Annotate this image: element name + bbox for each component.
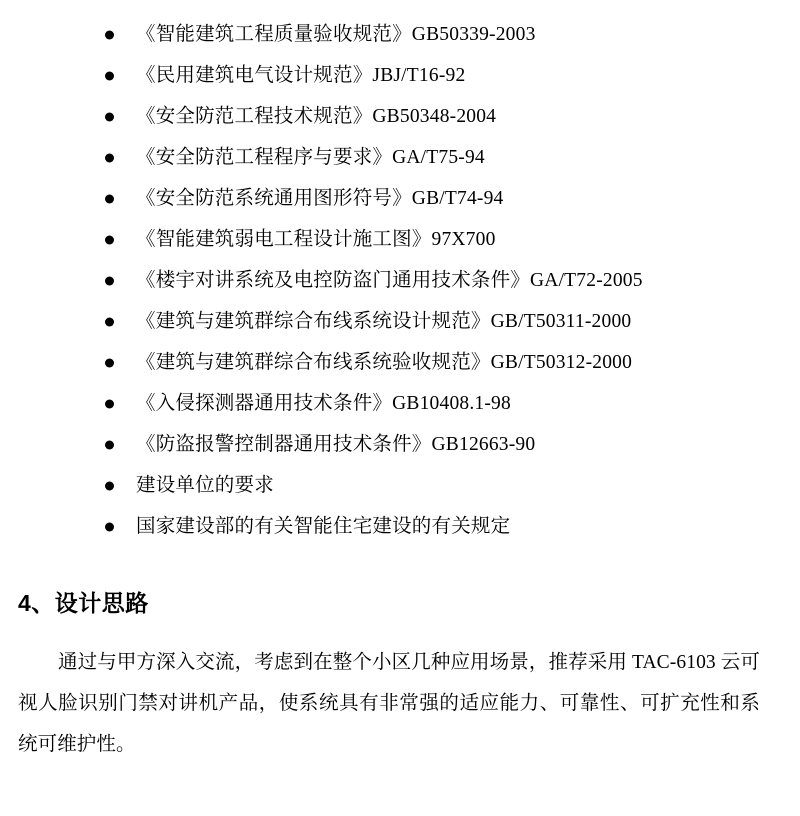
list-item <box>96 178 760 219</box>
bullet-icon <box>105 440 114 449</box>
list-item <box>96 96 760 137</box>
list-item-label: 《安全防范工程程序与要求》GA/T75-94 <box>136 147 485 168</box>
list-item-label: 国家建设部的有关智能住宅建设的有关规定 <box>136 516 511 537</box>
list-item-label: 《建筑与建筑群综合布线系统设计规范》GB/T50311-2000 <box>136 311 632 332</box>
list-item-label: 《安全防范工程技术规范》GB50348-2004 <box>136 106 497 127</box>
list-item <box>96 342 760 383</box>
bullet-icon <box>105 30 114 39</box>
list-item <box>96 260 760 301</box>
list-item-label: 《入侵探测器通用技术条件》GB10408.1-98 <box>136 393 511 414</box>
bullet-icon <box>105 399 114 408</box>
list-item <box>96 506 760 547</box>
section-paragraph: 通过与甲方深入交流，考虑到在整个小区几种应用场景，推荐采用 TAC-6103 云可视人脸识别门禁对讲机产品，使系统具有非常强的适应能力、可靠性、可扩充性和系统可维护性。 <box>18 652 760 755</box>
bullet-icon <box>105 358 114 367</box>
bullet-icon <box>105 522 114 531</box>
bullet-icon <box>105 194 114 203</box>
list-item-label: 《防盗报警控制器通用技术条件》GB12663-90 <box>136 434 536 455</box>
standards-list <box>40 14 760 547</box>
list-item-label: 《民用建筑电气设计规范》JBJ/T16-92 <box>136 65 466 86</box>
list-item-label: 《楼宇对讲系统及电控防盗门通用技术条件》GA/T72-2005 <box>136 270 643 291</box>
bullet-icon <box>105 153 114 162</box>
list-item <box>96 137 760 178</box>
bullet-icon <box>105 317 114 326</box>
bullet-icon <box>105 276 114 285</box>
list-item-label: 建设单位的要求 <box>136 475 274 496</box>
list-item <box>96 465 760 506</box>
list-item <box>96 301 760 342</box>
bullet-icon <box>105 235 114 244</box>
list-item <box>96 55 760 96</box>
bullet-icon <box>105 481 114 490</box>
list-item-label: 《建筑与建筑群综合布线系统验收规范》GB/T50312-2000 <box>136 352 633 373</box>
list-item <box>96 424 760 465</box>
bullet-icon <box>105 112 114 121</box>
section-heading: 4、设计思路 <box>18 590 149 616</box>
bullet-icon <box>105 71 114 80</box>
list-item-label: 《安全防范系统通用图形符号》GB/T74-94 <box>136 188 504 209</box>
list-item <box>96 219 760 260</box>
list-item-label: 《智能建筑工程质量验收规范》GB50339-2003 <box>136 24 536 45</box>
list-item-label: 《智能建筑弱电工程设计施工图》97X700 <box>136 229 496 250</box>
list-item <box>96 383 760 424</box>
list-item <box>96 14 760 55</box>
